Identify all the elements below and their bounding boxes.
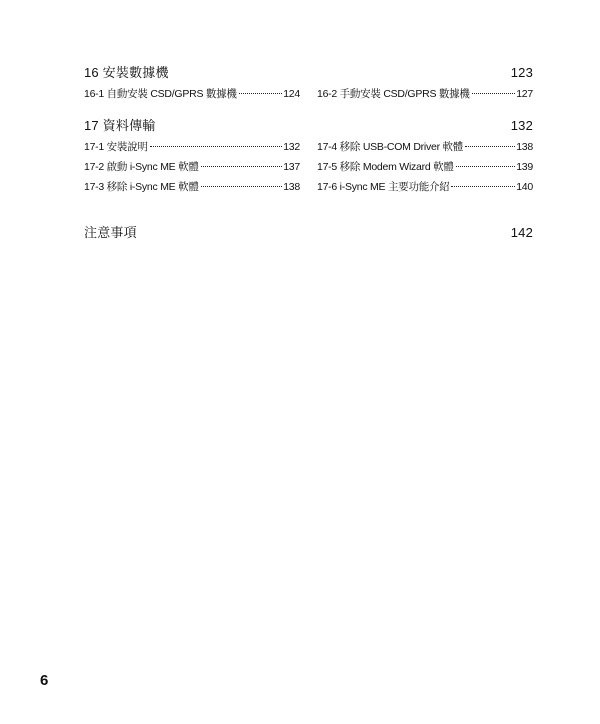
chapter-heading-16[interactable] xyxy=(84,63,533,83)
dot-leader xyxy=(201,166,283,167)
chapter-title: 注意事項 xyxy=(84,225,137,240)
toc-entry[interactable] xyxy=(317,84,533,104)
dot-leader xyxy=(456,166,516,167)
entry-label: 17-1 安裝說明 xyxy=(84,141,148,153)
entry-page: 127 xyxy=(516,88,533,100)
entry-page: 137 xyxy=(283,161,300,173)
entry-page: 138 xyxy=(516,141,533,153)
toc-entry[interactable] xyxy=(84,84,300,104)
toc-entry[interactable] xyxy=(84,157,300,177)
entry-label: 16-2 手動安裝 CSD/GPRS 數據機 xyxy=(317,88,470,100)
entry-page: 139 xyxy=(516,161,533,173)
chapter-entries-16 xyxy=(84,84,533,104)
entry-page: 132 xyxy=(283,141,300,153)
chapter-page: 123 xyxy=(510,65,533,80)
dot-leader xyxy=(239,93,283,94)
dot-leader xyxy=(472,93,516,94)
chapter-heading-notes[interactable] xyxy=(84,223,533,243)
toc-entry[interactable] xyxy=(317,137,533,157)
spacer xyxy=(84,197,533,223)
dot-leader xyxy=(451,186,515,187)
entry-label: 17-2 啟動 i-Sync ME 軟體 xyxy=(84,161,199,173)
chapter-title: 17 資料傳輸 xyxy=(84,118,156,133)
entry-page: 140 xyxy=(516,181,533,193)
toc-entry[interactable] xyxy=(84,177,300,197)
entry-page: 124 xyxy=(283,88,300,100)
chapter-heading-17[interactable] xyxy=(84,116,533,136)
chapter-entries-17 xyxy=(84,137,533,197)
entry-label: 17-4 移除 USB-COM Driver 軟體 xyxy=(317,141,464,153)
chapter-page: 132 xyxy=(510,118,533,133)
dot-leader xyxy=(465,146,515,147)
toc-entry[interactable] xyxy=(317,157,533,177)
entry-label: 17-5 移除 Modem Wizard 軟體 xyxy=(317,161,454,173)
chapter-title: 16 安裝數據機 xyxy=(84,65,169,80)
dot-leader xyxy=(201,186,283,187)
entry-page: 138 xyxy=(283,181,300,193)
entry-label: 17-6 i-Sync ME 主要功能介紹 xyxy=(317,181,450,193)
spacer xyxy=(84,104,533,116)
entry-label: 16-1 自動安裝 CSD/GPRS 數據機 xyxy=(84,88,237,100)
toc-entry[interactable] xyxy=(317,177,533,197)
dot-leader xyxy=(150,146,283,147)
page-number: 6 xyxy=(40,672,49,689)
chapter-page: 142 xyxy=(510,225,533,240)
table-of-contents xyxy=(84,63,533,243)
toc-entry[interactable] xyxy=(84,137,300,157)
entry-label: 17-3 移除 i-Sync ME 軟體 xyxy=(84,181,199,193)
